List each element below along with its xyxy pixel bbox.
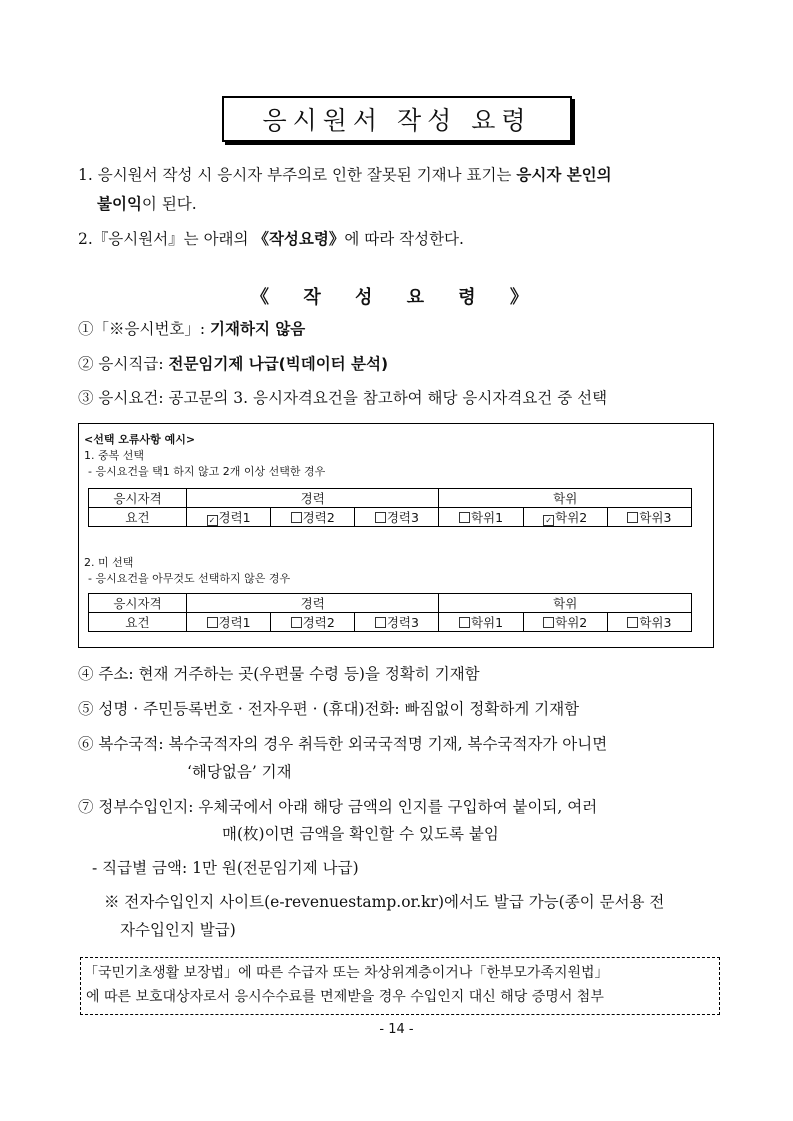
option-label: 학위1: [470, 510, 504, 525]
requirement-header: 응시자격: [89, 594, 187, 613]
guide-item-2: [78, 353, 388, 375]
intro-item-2-post: 에 따라 작성한다.: [344, 230, 464, 248]
intro-item-1-emphasis-b: 불이익: [97, 195, 142, 213]
unchecked-box-icon: [627, 512, 638, 523]
option-label: 학위1: [470, 615, 504, 630]
exemption-line-1: 「국민기초생활 보장법」에 따른 수급자 또는 차상위계층이거나「한부모가족지원법」: [84, 965, 609, 981]
intro-item-1: [78, 164, 612, 186]
option-label: 경력1: [218, 615, 251, 630]
option-cell: [355, 508, 439, 527]
unchecked-box-icon: [375, 617, 386, 628]
section-title: 《 작 성 요 령 》: [251, 287, 542, 308]
guide-item-1-text: ①「※응시번호」:: [78, 320, 211, 338]
page-number: - 14 -: [379, 1022, 414, 1037]
option-cell: [607, 613, 691, 632]
option-cell: [355, 613, 439, 632]
option-cell: [523, 613, 607, 632]
unchecked-box-icon: [543, 617, 554, 628]
guide-item-4: ④ 주소: 현재 거주하는 곳(우편물 수령 등)을 정확히 기재함: [78, 665, 480, 683]
guide-item-7: ⑦ 정부수입인지: 우체국에서 아래 해당 금액의 인지를 구입하여 붙이되, 여러: [78, 798, 598, 816]
option-label: 학위3: [639, 615, 672, 630]
intro-item-1-post: 이 된다.: [141, 195, 197, 213]
requirement-header: 응시자격: [89, 489, 187, 508]
example-table-2: [88, 593, 692, 632]
intro-item-1-text: 1. 응시원서 작성 시 응시자 부주의로 인한 잘못된 기재나 표기는: [78, 166, 517, 184]
case-1-title: 1. 중복 선택: [84, 449, 144, 462]
degree-group-header: 학위: [439, 594, 692, 613]
intro-item-2: [78, 228, 464, 250]
intro-item-1-cont: [97, 193, 197, 215]
option-label: 경력2: [302, 510, 335, 525]
guide-item-6-cont: ‘해당없음’ 기재: [187, 763, 292, 781]
option-label: 경력2: [302, 615, 335, 630]
guide-item-1-emphasis: 기재하지 않음: [210, 320, 306, 338]
fee-line: - 직급별 금액: 1만 원(전문임기제 나급): [92, 859, 359, 877]
intro-item-2-text: 2.『응시원서』는 아래의: [78, 230, 254, 248]
requirement-header-cont: 요건: [89, 508, 187, 527]
career-group-header: 경력: [187, 594, 439, 613]
career-group-header: 경력: [187, 489, 439, 508]
guide-item-3: ③ 응시요건: 공고문의 3. 응시자격요건을 참고하여 해당 응시자격요건 중 선택: [78, 389, 608, 407]
unchecked-box-icon: [459, 512, 470, 523]
option-cell: [271, 508, 355, 527]
option-cell: [187, 508, 271, 527]
document-title-text: 응시원서 작성 요령: [262, 106, 532, 135]
option-label: 경력1: [218, 510, 251, 525]
e-stamp-note-cont: 자수입인지 발급): [120, 921, 236, 939]
unchecked-box-icon: [291, 617, 302, 628]
guide-item-5: ⑤ 성명 · 주민등록번호 · 전자우편 · (휴대)전화: 빠짐없이 정확하게 기재함: [78, 700, 580, 718]
unchecked-box-icon: [459, 617, 470, 628]
option-label: 학위2: [555, 510, 588, 525]
option-label: 학위3: [639, 510, 672, 525]
requirement-header-cont: 요건: [89, 613, 187, 632]
degree-group-header: 학위: [439, 489, 692, 508]
example-table-1: [88, 488, 692, 527]
guide-item-6: ⑥ 복수국적: 복수국적자의 경우 취득한 외국국적명 기재, 복수국적자가 아니면: [78, 735, 608, 753]
guide-item-2-text: ② 응시직급:: [78, 355, 169, 373]
option-cell: [187, 613, 271, 632]
document-title: [222, 96, 572, 142]
intro-item-1-emphasis: 응시자 본인의: [516, 166, 612, 184]
checked-box-icon: ✓: [207, 515, 218, 526]
option-cell: [439, 508, 523, 527]
unchecked-box-icon: [291, 512, 302, 523]
e-stamp-note: ※ 전자수입인지 사이트(e-revenuestamp.or.kr)에서도 발급 가능(종이 문서용 전: [104, 893, 665, 911]
unchecked-box-icon: [375, 512, 386, 523]
option-label: 경력3: [386, 510, 419, 525]
option-cell: [439, 613, 523, 632]
option-label: 학위2: [555, 615, 588, 630]
intro-item-2-emphasis: 《작성요령》: [253, 230, 345, 248]
case-1-description: - 응시요건을 택1 하지 않고 2개 이상 선택한 경우: [88, 465, 326, 478]
checked-box-icon: ✓: [543, 515, 554, 526]
unchecked-box-icon: [207, 617, 218, 628]
option-label: 경력3: [386, 615, 419, 630]
case-2-title: 2. 미 선택: [84, 556, 134, 569]
case-2-description: - 응시요건을 아무것도 선택하지 않은 경우: [88, 572, 291, 585]
guide-item-1: [78, 318, 305, 340]
option-cell: [271, 613, 355, 632]
guide-item-7-cont: 매(枚)이면 금액을 확인할 수 있도록 붙임: [222, 825, 499, 843]
guide-item-2-emphasis: 전문임기제 나급(빅데이터 분석): [168, 355, 389, 373]
example-heading: <선택 오류사항 예시>: [84, 433, 196, 446]
option-cell: [523, 508, 607, 527]
option-cell: [607, 508, 691, 527]
unchecked-box-icon: [627, 617, 638, 628]
exemption-line-2: 에 따른 보호대상자로서 응시수수료를 면제받을 경우 수입인지 대신 해당 증명서 첨부: [86, 989, 604, 1005]
